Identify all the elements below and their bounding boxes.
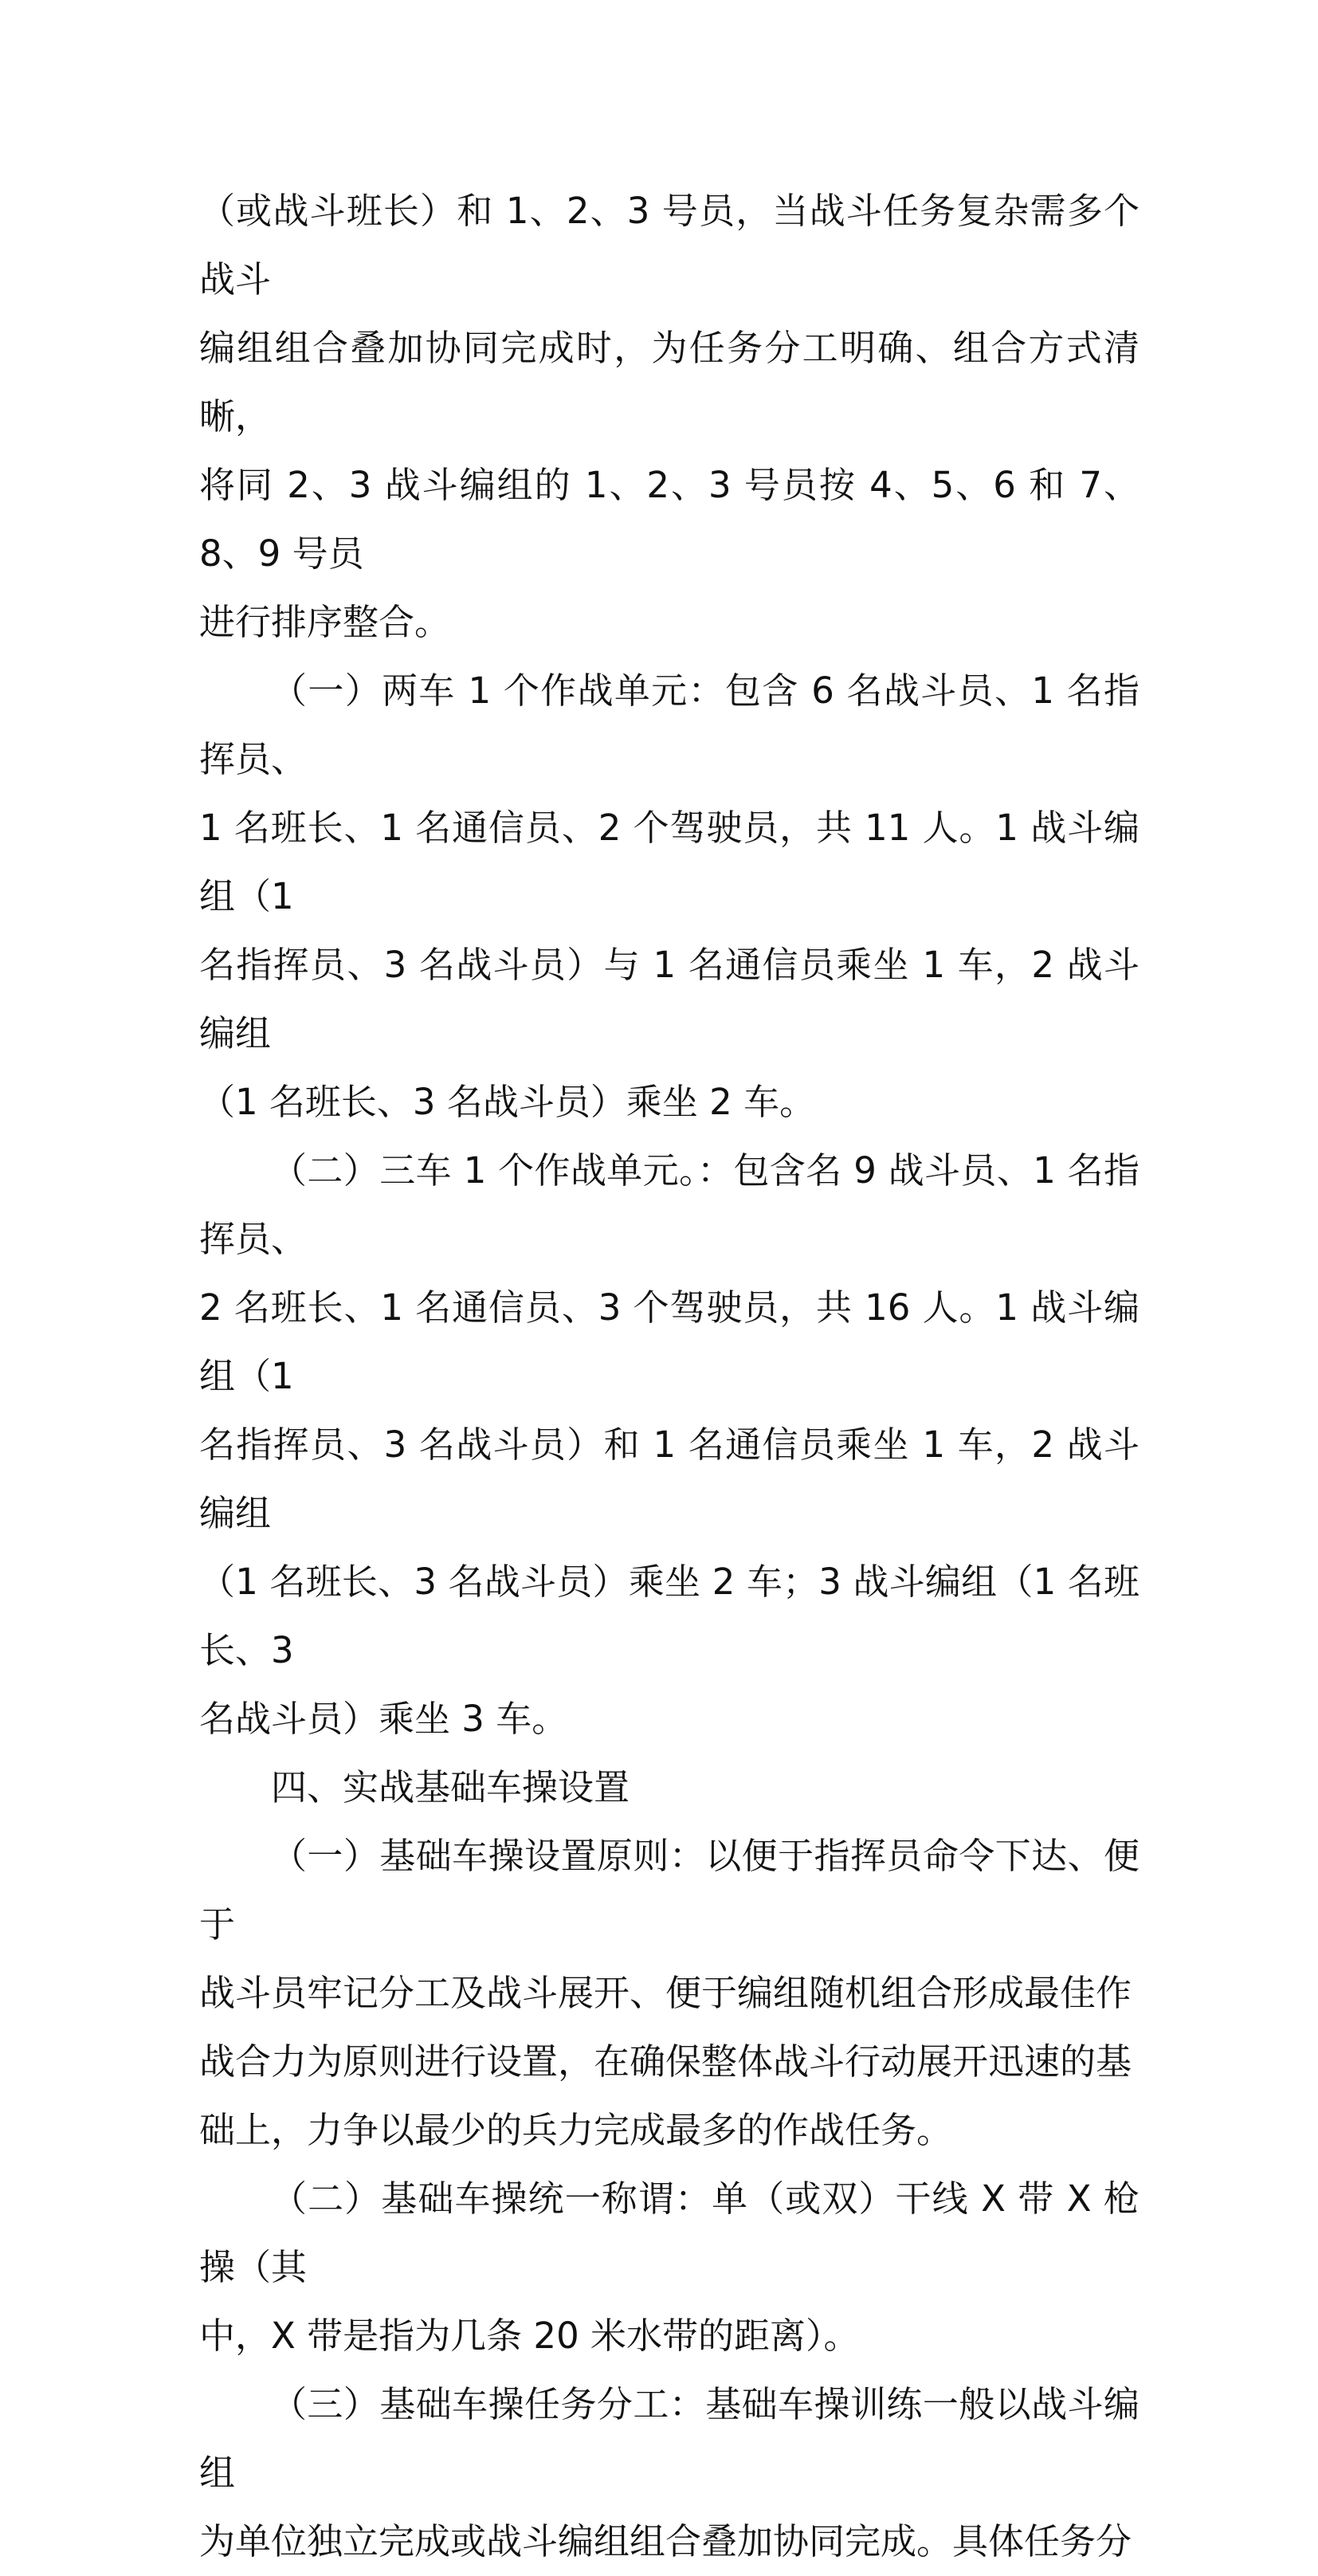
paragraph-task-division	[199, 2370, 1140, 2576]
paragraph-naming-convention	[199, 2165, 1140, 2370]
document-body	[199, 177, 1140, 2576]
text-line: （二）基础车操统一称谓：单（或双）干线 X 带 X 枪操（其	[199, 2177, 1140, 2288]
text-line: 进行排序整合。	[199, 601, 451, 643]
text-line: 战合力为原则进行设置，在确保整体战斗行动展开迅速的基	[199, 2040, 1132, 2083]
text-line: （或战斗班长）和 1、2、3 号员，当战斗任务复杂需多个战斗	[199, 190, 1140, 300]
section-heading-four	[199, 1753, 1140, 1822]
text-line: （1 名班长、3 名战斗员）乘坐 2 车；3 战斗编组（1 名班长、3	[199, 1561, 1140, 1671]
text-line: 名战斗员）乘坐 3 车。	[199, 1698, 568, 1740]
paragraph-three-vehicle-unit	[199, 1137, 1140, 1753]
paragraph-continuation	[199, 177, 1140, 657]
paragraph-setting-principle	[199, 1822, 1140, 2165]
section-heading-text: 四、实战基础车操设置	[271, 1766, 630, 1808]
text-line: 名指挥员、3 名战斗员）和 1 名通信员乘坐 1 车，2 战斗编组	[199, 1423, 1140, 1534]
text-line: 2 名班长、1 名通信员、3 个驾驶员，共 16 人。1 战斗编组（1	[199, 1286, 1140, 1397]
text-line: （1 名班长、3 名战斗员）乘坐 2 车。	[199, 1081, 816, 1123]
text-line: 名指挥员、3 名战斗员）与 1 名通信员乘坐 1 车，2 战斗编组	[199, 944, 1140, 1054]
text-line: 编组组合叠加协同完成时，为任务分工明确、组合方式清晰，	[199, 327, 1140, 438]
text-line: 础上，力争以最少的兵力完成最多的作战任务。	[199, 2109, 953, 2151]
text-line: 战斗员牢记分工及战斗展开、便于编组随机组合形成最佳作	[199, 1972, 1132, 2014]
text-line: 1 名班长、1 名通信员、2 个驾驶员，共 11 人。1 战斗编组（1	[199, 807, 1140, 917]
text-line: （一）基础车操设置原则：以便于指挥员命令下达、便于	[199, 1835, 1140, 1946]
text-line: （二）三车 1 个作战单元。：包含名 9 战斗员、1 名指挥员、	[199, 1149, 1140, 1260]
paragraph-two-vehicle-unit	[199, 657, 1140, 1137]
text-line: 将同 2、3 战斗编组的 1、2、3 号员按 4、5、6 和 7、8、9 号员	[199, 464, 1140, 575]
text-line: 中，X 带是指为几条 20 米水带的距离）。	[199, 2315, 860, 2357]
text-line: （三）基础车操任务分工：基础车操训练一般以战斗编组	[199, 2383, 1140, 2494]
text-line: （一）两车 1 个作战单元：包含 6 名战斗员、1 名指挥员、	[199, 670, 1140, 780]
text-line: 为单位独立完成或战斗编组组合叠加协同完成。具体任务分	[199, 2520, 1132, 2562]
